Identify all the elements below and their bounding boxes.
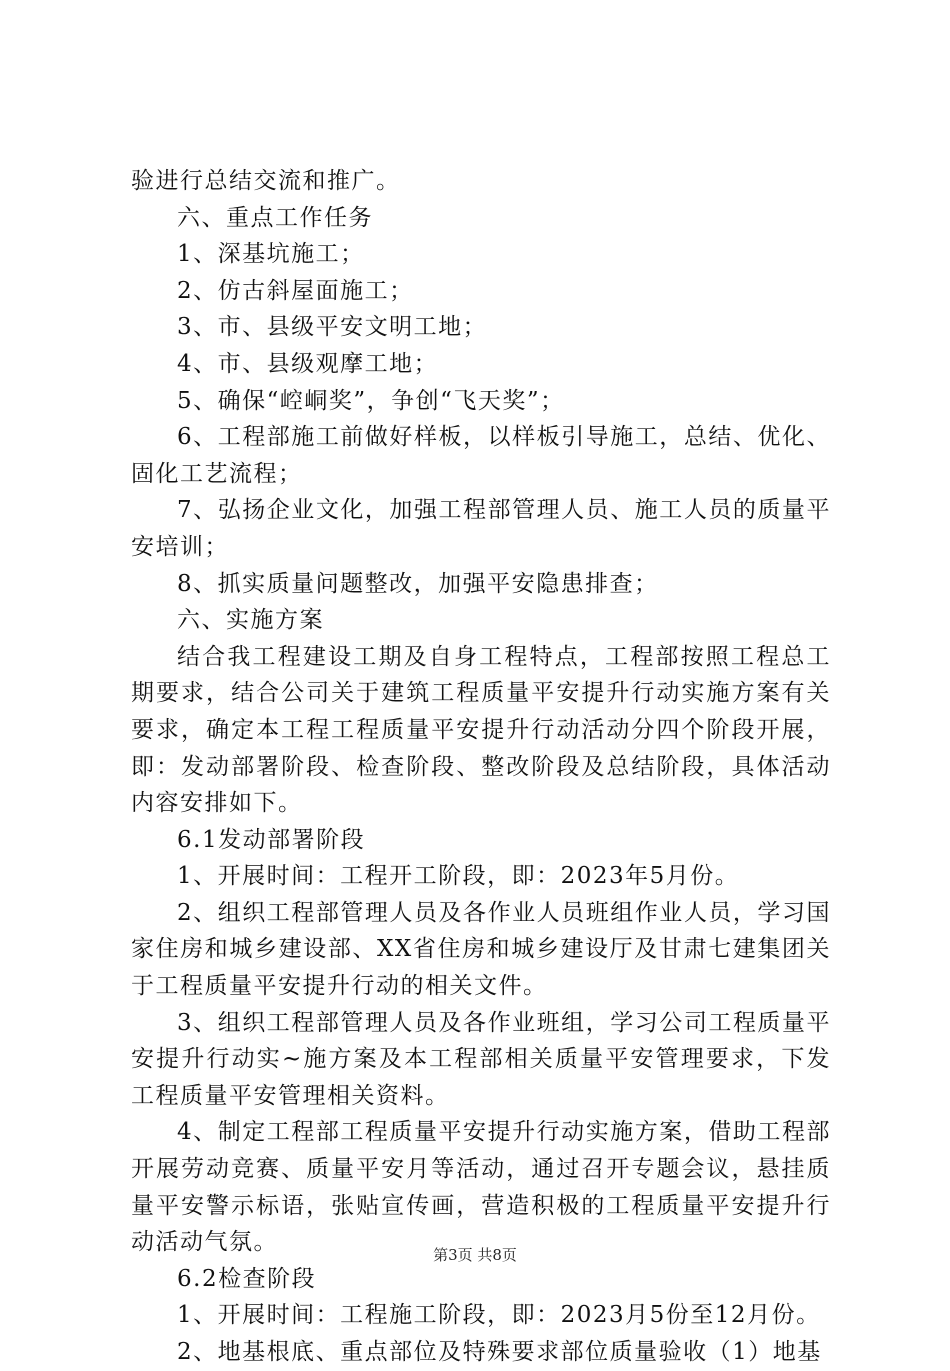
paragraph: 6.1发动部署阶段 (177, 826, 366, 853)
paragraph: 六、实施方案 (177, 607, 324, 634)
paragraph: 1、深基坑施工； (177, 241, 365, 268)
paragraph: 4、市、县级观摩工地； (177, 350, 439, 377)
paragraph: 4、制定工程部工程质量平安提升行动实施方案，借助工程部开展劳动竞赛、质量平安月等活动，通过召开专题会议，悬挂质量平安警示标语，张贴宣传画，营造积极的工程质量平安提升行动活动气氛。 (131, 1119, 831, 1256)
paragraph: 验进行总结交流和推广。 (131, 168, 401, 194)
paragraph: 2、组织工程部管理人员及各作业人员班组作业人员，学习国家住房和城乡建设部、XX省住房和城乡建设厅及甘肃七建集团关于工程质量平安提升行动的相关文件。 (131, 899, 831, 1000)
paragraph: 3、组织工程部管理人员及各作业班组，学习公司工程质量平安提升行动实~施方案及本工程部相关质量平安管理要求，下发工程质量平安管理相关资料。 (131, 1009, 831, 1109)
paragraph: 六、重点工作任务 (177, 204, 373, 231)
paragraph: 3、市、县级平安文明工地； (177, 314, 488, 341)
paragraph: 5、确保“崆峒奖”，争创“飞天奖”； (177, 387, 565, 414)
paragraph: 6.2检查阶段 (177, 1265, 317, 1292)
paragraph: 7、弘扬企业文化，加强工程部管理人员、施工人员的质量平安培训； (131, 497, 831, 560)
paragraph: 6、工程部施工前做好样板，以样板引导施工，总结、优化、固化工艺流程； (131, 424, 831, 487)
paragraph: 2、地基根底、重点部位及特殊要求部位质量验收（1）地基 (177, 1339, 822, 1365)
paragraph: 结合我工程建设工期及自身工程特点，工程部按照工程总工期要求，结合公司关于建筑工程质量平安提升行动实施方案有关要求，确定本工程工程质量平安提升行动活动分四个阶段开展，即：发动部署阶段、检查阶段、整改阶段及总结阶段，具体活动内容安排如下。 (131, 643, 831, 817)
paragraph: 8、抓实质量问题整改，加强平安隐患排查； (177, 570, 659, 597)
paragraph: 1、开展时间：工程开工阶段，即：2023年5月份。 (177, 863, 740, 890)
paragraph: 2、仿古斜屋面施工； (177, 277, 414, 304)
paragraph: 1、开展时间：工程施工阶段，即：2023月5份至12月份。 (177, 1302, 821, 1329)
page-footer: 第3页 共8页 (433, 1246, 517, 1264)
document-body (131, 163, 831, 1371)
